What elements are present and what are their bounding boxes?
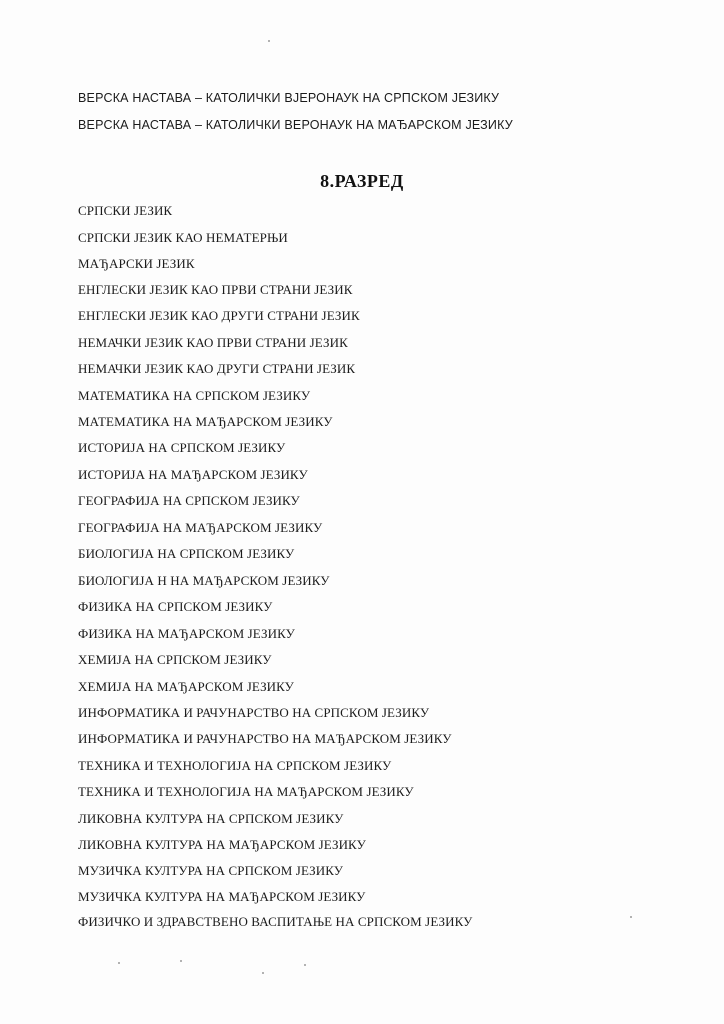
subject-item: НЕМАЧКИ ЈЕЗИК КАО ПРВИ СТРАНИ ЈЕЗИК bbox=[78, 335, 348, 350]
subject-item: МУЗИЧКА КУЛТУРА НА МАЂАРСКОМ ЈЕЗИКУ bbox=[78, 889, 366, 904]
subject-item: МАТЕМАТИКА НА МАЂАРСКОМ ЈЕЗИКУ bbox=[78, 414, 333, 429]
scan-speck bbox=[268, 40, 270, 42]
religious-education-line-2: ВЕРСКА НАСТАВА – КАТОЛИЧКИ ВЕРОНАУК НА МАЂАРСКОМ ЈЕЗИКУ bbox=[78, 118, 513, 132]
scan-speck bbox=[304, 964, 306, 966]
subject-item: ХЕМИЈА НА МАЂАРСКОМ ЈЕЗИКУ bbox=[78, 679, 294, 694]
subject-item: ФИЗИКА НА СРПСКОМ ЈЕЗИКУ bbox=[78, 599, 273, 614]
subject-item: ГЕОГРАФИЈА НА МАЂАРСКОМ ЈЕЗИКУ bbox=[78, 520, 323, 535]
subject-item: ЛИКОВНА КУЛТУРА НА МАЂАРСКОМ ЈЕЗИКУ bbox=[78, 837, 366, 852]
subject-item: ИНФОРМАТИКА И РАЧУНАРСТВО НА МАЂАРСКОМ ЈЕЗИКУ bbox=[78, 731, 452, 746]
subject-item: БИОЛОГИЈА Н НА МАЂАРСКОМ ЈЕЗИКУ bbox=[78, 573, 330, 588]
subject-item: МАЂАРСКИ ЈЕЗИК bbox=[78, 256, 195, 271]
subject-item: СРПСКИ ЈЕЗИК bbox=[78, 203, 173, 218]
subject-item: ЕНГЛЕСКИ ЈЕЗИК КАО ПРВИ СТРАНИ ЈЕЗИК bbox=[78, 282, 353, 297]
scan-speck bbox=[180, 960, 182, 962]
subject-item: ИНФОРМАТИКА И РАЧУНАРСТВО НА СРПСКОМ ЈЕЗИКУ bbox=[78, 705, 430, 720]
subject-item: ТЕХНИКА И ТЕХНОЛОГИЈА НА МАЂАРСКОМ ЈЕЗИКУ bbox=[78, 784, 414, 799]
subject-item: ЛИКОВНА КУЛТУРА НА СРПСКОМ ЈЕЗИКУ bbox=[78, 811, 344, 826]
subject-item: ИСТОРИЈА НА МАЂАРСКОМ ЈЕЗИКУ bbox=[78, 467, 308, 482]
subject-item: МАТЕМАТИКА НА СРПСКОМ ЈЕЗИКУ bbox=[78, 388, 311, 403]
subject-item: ФИЗИКА НА МАЂАРСКОМ ЈЕЗИКУ bbox=[78, 626, 295, 641]
scan-speck bbox=[630, 916, 632, 918]
subject-item: ГЕОГРАФИЈА НА СРПСКОМ ЈЕЗИКУ bbox=[78, 493, 300, 508]
grade-heading: 8.РАЗРЕД bbox=[320, 171, 404, 191]
subject-item: ЕНГЛЕСКИ ЈЕЗИК КАО ДРУГИ СТРАНИ ЈЕЗИК bbox=[78, 308, 360, 323]
subject-item: СРПСКИ ЈЕЗИК КАО НЕМАТЕРЊИ bbox=[78, 230, 288, 245]
scan-speck bbox=[262, 972, 264, 974]
subject-item: ФИЗИЧКО И ЗДРАВСТВЕНО ВАСПИТАЊЕ НА СРПСКОМ ЈЕЗИКУ bbox=[78, 914, 473, 929]
subject-item: БИОЛОГИЈА НА СРПСКОМ ЈЕЗИКУ bbox=[78, 546, 295, 561]
subject-item: ТЕХНИКА И ТЕХНОЛОГИЈА НА СРПСКОМ ЈЕЗИКУ bbox=[78, 758, 392, 773]
subject-item: ХЕМИЈА НА СРПСКОМ ЈЕЗИКУ bbox=[78, 652, 272, 667]
subject-item: НЕМАЧКИ ЈЕЗИК КАО ДРУГИ СТРАНИ ЈЕЗИК bbox=[78, 361, 356, 376]
subject-item: ИСТОРИЈА НА СРПСКОМ ЈЕЗИКУ bbox=[78, 440, 286, 455]
religious-education-line-1: ВЕРСКА НАСТАВА – КАТОЛИЧКИ ВЈЕРОНАУК НА СРПСКОМ ЈЕЗИКУ bbox=[78, 91, 500, 105]
subject-item: МУЗИЧКА КУЛТУРА НА СРПСКОМ ЈЕЗИКУ bbox=[78, 863, 344, 878]
scan-speck bbox=[118, 962, 120, 964]
